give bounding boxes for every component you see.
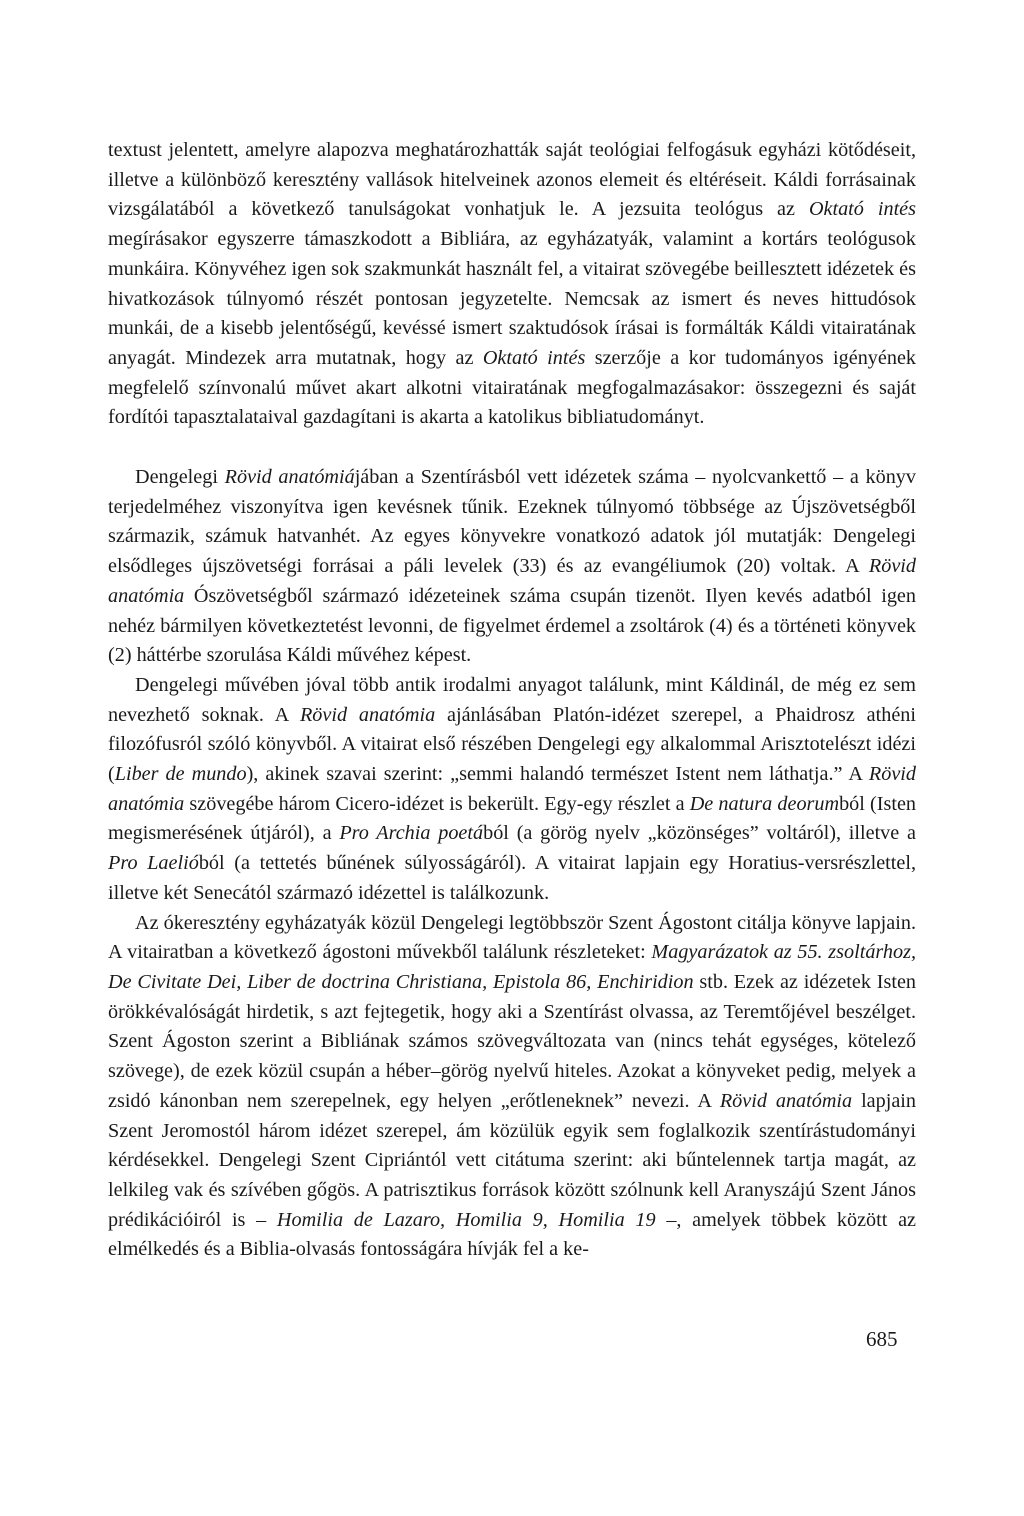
body-paragraph bbox=[108, 909, 916, 1265]
text-run: lapjain Szent Jeromostól három idézet szerepel, ám közülük egyik sem foglalkozik szentírástudományi kérdésekkel. Dengelegi Szent Cipriántól vett citátuma szerint: aki bűntelennek tartja magát, az lelkileg vak és szívében gőgös. A patrisztikus források között szólnunk kell Aranyszájú Szent János prédikációiról is – bbox=[108, 1089, 916, 1231]
page-body bbox=[108, 136, 916, 1265]
text-run: stb. Ezek az idézetek Isten örökkévalóságát hirdetik, s azt fejtegetik, hogy aki a Szentírást olvassa, az Teremtőjével beszélget. Szent Ágoston szerint a Bibliának számos szövegváltozata van (nincs tehát egységes, kötelező szövege), de ezek közül csupán a héber–görög nyelvű hiteles. Azokat a könyveket pedig, melyek a zsidó kánonban nem szerepelnek, egy helyen „erőtleneknek” nevezi. A bbox=[108, 970, 916, 1112]
italic-title: De natura deorum bbox=[689, 792, 840, 815]
italic-title: Homilia de Lazaro, Homilia 9, Homilia 19 bbox=[276, 1208, 656, 1231]
body-paragraph bbox=[108, 463, 916, 671]
italic-title: Liber de mundo bbox=[114, 763, 247, 786]
body-paragraph bbox=[108, 136, 916, 433]
text-run: Dengelegi bbox=[135, 466, 225, 489]
text-run: ajánlásában Platón-idézet szerepel, a Phaidrosz athéni filozófusról szóló könyvből. A vitairat első részében Dengelegi egy alkalommal Arisztotelészt idézi ( bbox=[108, 703, 916, 786]
text-run: megírásakor egyszerre támaszkodott a Bibliára, az egyházatyák, valamint a kortárs teológusok munkáira. Könyvéhez igen sok szakmunkát használt fel, a vitairat szövegébe beillesztett idézetek és hivatkozások túlnyomó részét pontosan jegyzetelte. Nemcsak az ismert és neves hittudósok munkái, de a kisebb jelentőségű, kevéssé ismert szaktudósok írásai is formálták Káldi vitairatának anyagát. Mindezek arra mutatnak, hogy az bbox=[108, 228, 916, 369]
italic-title: Rövid anatómia bbox=[108, 763, 916, 815]
text-run: jában a Szentírásból vett idézetek száma – nyolcvankettő – a könyv terjedelméhez viszonyítva igen kevésnek tűnik. Ezeknek túlnyomó többsége az Újszövetségből származik, számuk hatvanhét. Az egyes könyvekre vonatkozó adatok jól mutatják: Dengelegi elsődleges újszövetségi forrásai a páli levelek (33) és az evangéliumok (20) voltak. A bbox=[108, 466, 916, 578]
text-run: Az ókeresztény egyházatyák közül Dengelegi legtöbbször Szent Ágostont citálja könyve lapjain. A vitairatban a következő ágostoni művekből találunk részleteket: bbox=[108, 911, 916, 964]
text-run: Dengelegi művében jóval több antik irodalmi anyagot találunk, mint Káldinál, de még ez sem nevezhető soknak. A bbox=[108, 673, 916, 726]
text-run: ból (a görög nyelv „közönséges” voltáról), illetve a bbox=[483, 822, 916, 845]
italic-title: Rövid anatómiá bbox=[224, 466, 355, 489]
italic-title: Magyarázatok az 55. zsoltárhoz, De Civitate Dei, Liber de doctrina Christiana, Epistola 86, Enchiridion bbox=[108, 941, 916, 993]
body-paragraph bbox=[108, 671, 916, 909]
text-run: ból (a tettetés bűnének súlyosságáról). A vitairat lapjain egy Horatius-versrészlettel, illetve két Senecától származó idézettel is találkozunk. bbox=[108, 852, 917, 904]
text-run: textust jelentett, amelyre alapozva meghatározhatták saját teológiai felfogásuk egyházi kötődéseit, illetve a különböző keresztény vallások hitelveinek azonos elemeit és eltéréseit. Káldi forrásainak vizsgálatából a következő tanulságokat vonhatjuk le. A jezsuita teológus az bbox=[108, 139, 916, 221]
italic-title: Rövid anatómia bbox=[719, 1089, 853, 1112]
italic-title: Oktató intés bbox=[482, 346, 586, 369]
italic-title: Rövid anatómia bbox=[299, 703, 436, 726]
text-run: szerzője a kor tudományos igényének megfelelő színvonalú művet akart alkotni vitairatának megfogalmazásakor: összegezni és saját fordítói tapasztalataival gazdagítani is akarta a katolikus bibliatudományt. bbox=[108, 346, 916, 429]
text-run: szövegébe három Cicero-idézet is bekerült. Egy-egy részlet a bbox=[184, 792, 690, 815]
text-run: –, amelyek többek között az elmélkedés és a Biblia-olvasás fontosságára hívják fel a ke- bbox=[108, 1208, 917, 1261]
text-run: Ószövetségből származó idézeteinek száma csupán tizenöt. Ilyen kevés adatból igen nehéz bármilyen következtetést levonni, de figyelmet érdemel a zsoltárok (4) és a történeti könyvek (2) háttérbe szorulása Káldi művéhez képest. bbox=[108, 584, 916, 667]
italic-title: Rövid anatómia bbox=[108, 555, 916, 607]
italic-title: Pro Laelió bbox=[108, 852, 199, 875]
text-run: ), akinek szavai szerint: „semmi halandó természet Istent nem láthatja.” A bbox=[246, 763, 869, 786]
text-run: ból (Isten megismerésének útjáról), a bbox=[108, 792, 916, 845]
page-number: 685 bbox=[866, 1327, 898, 1351]
italic-title: Oktató intés bbox=[808, 198, 916, 221]
italic-title: Pro Archia poetá bbox=[339, 822, 484, 845]
